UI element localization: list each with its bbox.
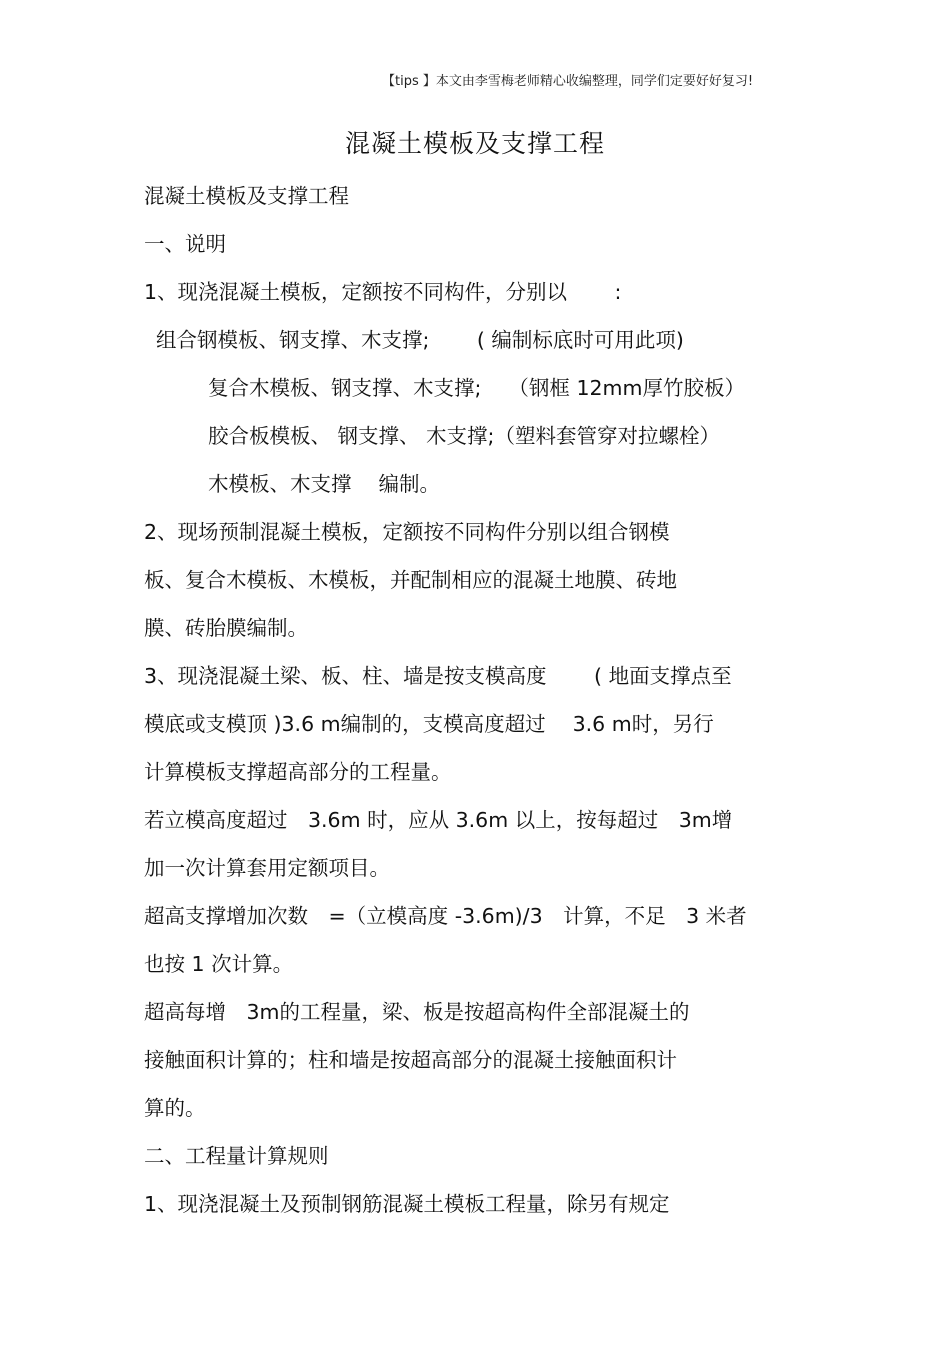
paragraph-line: 也按 1 次计算。	[144, 952, 294, 976]
paragraph-line: 1、现浇混凝土模板，定额按不同构件，分别以 :	[144, 280, 622, 304]
paragraph-line: 计算模板支撑超高部分的工程量。	[144, 760, 452, 784]
list-item: 木模板、木支撑 编制。	[208, 472, 441, 496]
paragraph-line: 超高每增 3m的工程量，梁、板是按超高构件全部混凝土的	[144, 1000, 690, 1024]
paragraph-line: 若立模高度超过 3.6m 时，应从 3.6m 以上，按每超过 3m增	[144, 808, 733, 832]
tips-header: 【tips 】本文由李雪梅老师精心收编整理，同学们定要好好复习!	[382, 74, 754, 89]
list-item: 胶合板模板、 钢支撑、 木支撑;（塑料套管穿对拉螺栓）	[208, 424, 720, 448]
paragraph-line: 1、现浇混凝土及预制钢筋混凝土模板工程量，除另有规定	[144, 1192, 670, 1216]
paragraph-line: 膜、砖胎膜编制。	[144, 616, 308, 640]
paragraph-line: 接触面积计算的；柱和墙是按超高部分的混凝土接触面积计	[144, 1048, 677, 1072]
paragraph-line: 模底或支模顶 )3.6 m编制的，支模高度超过 3.6 m时，另行	[144, 712, 714, 736]
subtitle-line: 混凝土模板及支撑工程	[144, 184, 349, 208]
paragraph-line: 板、复合木模板、木模板，并配制相应的混凝土地膜、砖地	[144, 568, 677, 592]
list-item: 复合木模板、钢支撑、木支撑; （钢框 12mm厚竹胶板）	[208, 376, 745, 400]
paragraph-line: 超高支撑增加次数 =（立模高度 -3.6m)/3 计算，不足 3 米者	[144, 904, 747, 928]
list-item: 组合钢模板、钢支撑、木支撑; ( 编制标底时可用此项)	[156, 328, 684, 352]
paragraph-line: 加一次计算套用定额项目。	[144, 856, 390, 880]
section-heading-2: 二、工程量计算规则	[144, 1144, 329, 1168]
page-title: 混凝土模板及支撑工程	[344, 129, 605, 158]
paragraph-line: 算的。	[144, 1096, 206, 1120]
section-heading-1: 一、说明	[144, 232, 226, 256]
paragraph-line: 2、现场预制混凝土模板，定额按不同构件分别以组合钢模	[144, 520, 670, 544]
paragraph-line: 3、现浇混凝土梁、板、柱、墙是按支模高度 ( 地面支撑点至	[144, 664, 732, 688]
